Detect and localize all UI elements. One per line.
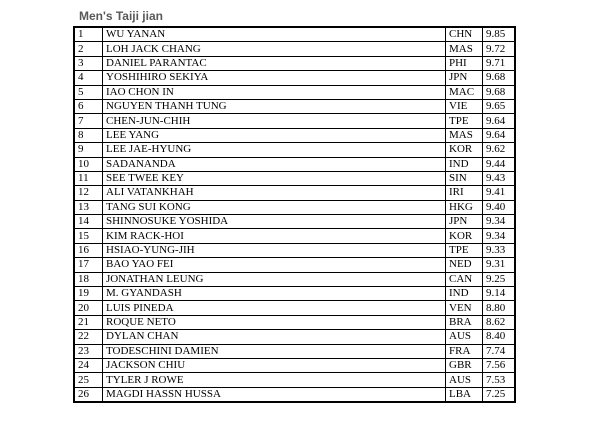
name-cell: YOSHIHIRO SEKIYA bbox=[103, 71, 446, 85]
country-cell: TPE bbox=[446, 243, 483, 257]
country-cell: VEN bbox=[446, 301, 483, 315]
rank-cell: 11 bbox=[74, 171, 103, 185]
country-cell: HKG bbox=[446, 200, 483, 214]
table-row bbox=[74, 272, 515, 286]
table-row bbox=[74, 258, 515, 272]
country-cell: KOR bbox=[446, 143, 483, 157]
table-row bbox=[74, 128, 515, 142]
table-row bbox=[74, 157, 515, 171]
table-row bbox=[74, 215, 515, 229]
table-row bbox=[74, 243, 515, 257]
results-table-body bbox=[74, 27, 515, 402]
country-cell: MAS bbox=[446, 42, 483, 56]
rank-cell: 7 bbox=[74, 114, 103, 128]
score-cell: 9.68 bbox=[483, 85, 516, 99]
country-cell: LBA bbox=[446, 387, 483, 402]
country-cell: JPN bbox=[446, 215, 483, 229]
country-cell: MAS bbox=[446, 128, 483, 142]
country-cell: IND bbox=[446, 157, 483, 171]
rank-cell: 18 bbox=[74, 272, 103, 286]
name-cell: TYLER J ROWE bbox=[103, 373, 446, 387]
table-row bbox=[74, 301, 515, 315]
name-cell: TODESCHINI DAMIEN bbox=[103, 344, 446, 358]
name-cell: LUIS PINEDA bbox=[103, 301, 446, 315]
score-cell: 9.64 bbox=[483, 114, 516, 128]
score-cell: 9.40 bbox=[483, 200, 516, 214]
score-cell: 9.25 bbox=[483, 272, 516, 286]
table-row bbox=[74, 315, 515, 329]
score-cell: 9.44 bbox=[483, 157, 516, 171]
rank-cell: 24 bbox=[74, 358, 103, 372]
name-cell: SHINNOSUKE YOSHIDA bbox=[103, 215, 446, 229]
country-cell: AUS bbox=[446, 330, 483, 344]
name-cell: TANG SUI KONG bbox=[103, 200, 446, 214]
table-row bbox=[74, 71, 515, 85]
name-cell: JONATHAN LEUNG bbox=[103, 272, 446, 286]
name-cell: CHEN-JUN-CHIH bbox=[103, 114, 446, 128]
score-cell: 9.31 bbox=[483, 258, 516, 272]
name-cell: HSIAO-YUNG-JIH bbox=[103, 243, 446, 257]
rank-cell: 8 bbox=[74, 128, 103, 142]
country-cell: TPE bbox=[446, 114, 483, 128]
name-cell: LOH JACK CHANG bbox=[103, 42, 446, 56]
table-row bbox=[74, 358, 515, 372]
name-cell: DANIEL PARANTAC bbox=[103, 56, 446, 70]
table-row bbox=[74, 373, 515, 387]
table-row bbox=[74, 56, 515, 70]
table-row bbox=[74, 114, 515, 128]
rank-cell: 5 bbox=[74, 85, 103, 99]
name-cell: ROQUE NETO bbox=[103, 315, 446, 329]
score-cell: 7.53 bbox=[483, 373, 516, 387]
score-cell: 8.80 bbox=[483, 301, 516, 315]
rank-cell: 12 bbox=[74, 186, 103, 200]
name-cell: LEE JAE-HYUNG bbox=[103, 143, 446, 157]
rank-cell: 14 bbox=[74, 215, 103, 229]
table-row bbox=[74, 387, 515, 402]
country-cell: PHI bbox=[446, 56, 483, 70]
rank-cell: 10 bbox=[74, 157, 103, 171]
score-cell: 7.25 bbox=[483, 387, 516, 402]
country-cell: GBR bbox=[446, 358, 483, 372]
country-cell: AUS bbox=[446, 373, 483, 387]
score-cell: 9.34 bbox=[483, 215, 516, 229]
results-title: Men's Taiji jian bbox=[79, 9, 163, 23]
name-cell: JACKSON CHIU bbox=[103, 358, 446, 372]
country-cell: SIN bbox=[446, 171, 483, 185]
country-cell: VIE bbox=[446, 99, 483, 113]
rank-cell: 6 bbox=[74, 99, 103, 113]
rank-cell: 20 bbox=[74, 301, 103, 315]
table-row bbox=[74, 42, 515, 56]
country-cell: NED bbox=[446, 258, 483, 272]
name-cell: KIM RACK-HOI bbox=[103, 229, 446, 243]
country-cell: MAC bbox=[446, 85, 483, 99]
name-cell: ALI VATANKHAH bbox=[103, 186, 446, 200]
score-cell: 8.62 bbox=[483, 315, 516, 329]
country-cell: KOR bbox=[446, 229, 483, 243]
table-row bbox=[74, 287, 515, 301]
rank-cell: 3 bbox=[74, 56, 103, 70]
table-row bbox=[74, 330, 515, 344]
rank-cell: 2 bbox=[74, 42, 103, 56]
country-cell: CAN bbox=[446, 272, 483, 286]
results-table bbox=[73, 26, 516, 403]
rank-cell: 13 bbox=[74, 200, 103, 214]
country-cell: FRA bbox=[446, 344, 483, 358]
name-cell: BAO YAO FEI bbox=[103, 258, 446, 272]
rank-cell: 19 bbox=[74, 287, 103, 301]
score-cell: 9.62 bbox=[483, 143, 516, 157]
country-cell: IND bbox=[446, 287, 483, 301]
rank-cell: 22 bbox=[74, 330, 103, 344]
rank-cell: 17 bbox=[74, 258, 103, 272]
name-cell: WU YANAN bbox=[103, 27, 446, 42]
score-cell: 9.33 bbox=[483, 243, 516, 257]
table-row bbox=[74, 229, 515, 243]
name-cell: SEE TWEE KEY bbox=[103, 171, 446, 185]
score-cell: 9.71 bbox=[483, 56, 516, 70]
score-cell: 9.43 bbox=[483, 171, 516, 185]
table-row bbox=[74, 186, 515, 200]
name-cell: DYLAN CHAN bbox=[103, 330, 446, 344]
country-cell: JPN bbox=[446, 71, 483, 85]
score-cell: 9.65 bbox=[483, 99, 516, 113]
name-cell: NGUYEN THANH TUNG bbox=[103, 99, 446, 113]
table-row bbox=[74, 99, 515, 113]
name-cell: SADANANDA bbox=[103, 157, 446, 171]
score-cell: 7.56 bbox=[483, 358, 516, 372]
score-cell: 7.74 bbox=[483, 344, 516, 358]
table-row bbox=[74, 85, 515, 99]
name-cell: LEE YANG bbox=[103, 128, 446, 142]
table-row bbox=[74, 200, 515, 214]
country-cell: CHN bbox=[446, 27, 483, 42]
table-row bbox=[74, 27, 515, 42]
rank-cell: 1 bbox=[74, 27, 103, 42]
rank-cell: 9 bbox=[74, 143, 103, 157]
country-cell: IRI bbox=[446, 186, 483, 200]
score-cell: 9.68 bbox=[483, 71, 516, 85]
score-cell: 9.41 bbox=[483, 186, 516, 200]
rank-cell: 25 bbox=[74, 373, 103, 387]
rank-cell: 21 bbox=[74, 315, 103, 329]
score-cell: 9.72 bbox=[483, 42, 516, 56]
name-cell: IAO CHON IN bbox=[103, 85, 446, 99]
rank-cell: 16 bbox=[74, 243, 103, 257]
score-cell: 8.40 bbox=[483, 330, 516, 344]
score-cell: 9.85 bbox=[483, 27, 516, 42]
name-cell: M. GYANDASH bbox=[103, 287, 446, 301]
score-cell: 9.64 bbox=[483, 128, 516, 142]
rank-cell: 23 bbox=[74, 344, 103, 358]
country-cell: BRA bbox=[446, 315, 483, 329]
score-cell: 9.34 bbox=[483, 229, 516, 243]
name-cell: MAGDI HASSN HUSSA bbox=[103, 387, 446, 402]
table-row bbox=[74, 171, 515, 185]
rank-cell: 4 bbox=[74, 71, 103, 85]
table-row bbox=[74, 143, 515, 157]
score-cell: 9.14 bbox=[483, 287, 516, 301]
rank-cell: 26 bbox=[74, 387, 103, 402]
rank-cell: 15 bbox=[74, 229, 103, 243]
table-row bbox=[74, 344, 515, 358]
